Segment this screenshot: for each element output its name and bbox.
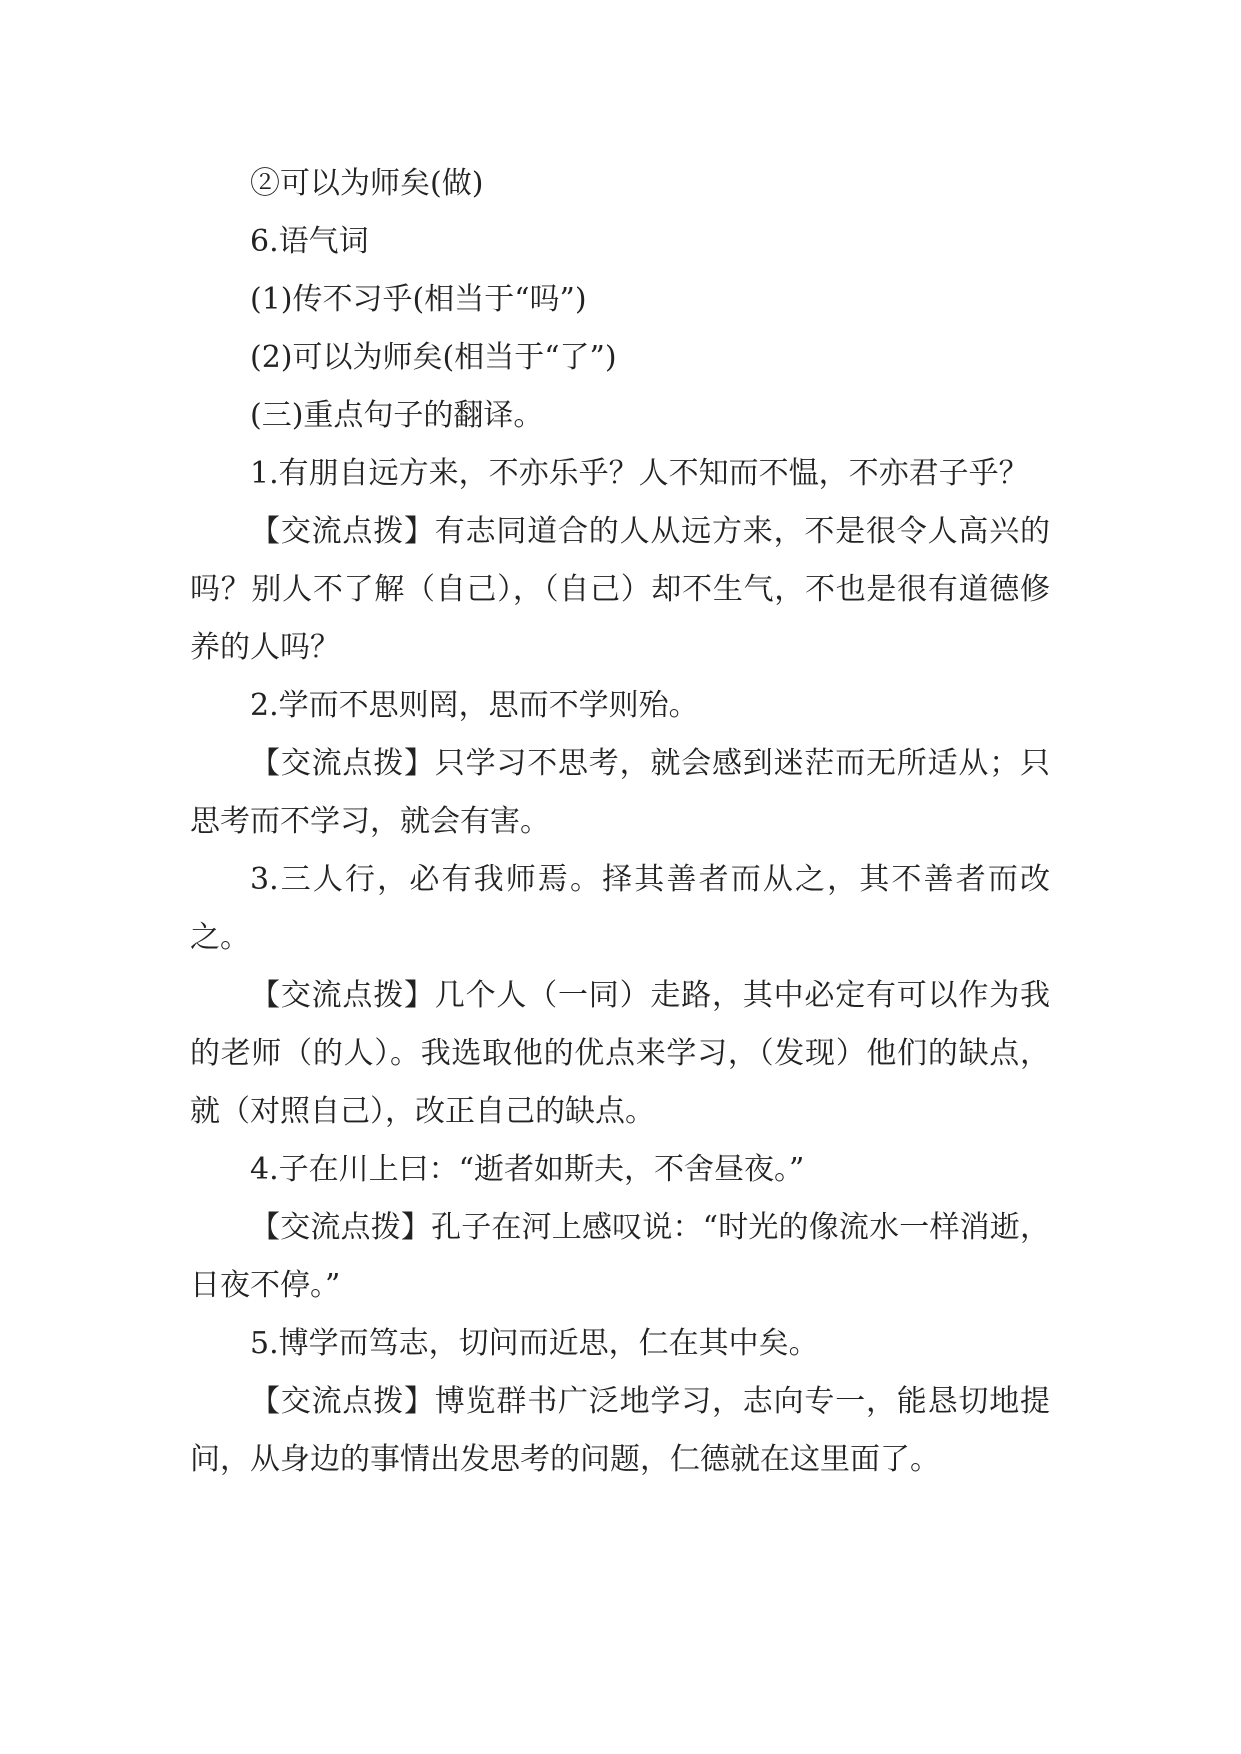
document-body <box>190 155 1050 1489</box>
paragraph-1: ②可以为师矣(做) <box>250 166 484 201</box>
paragraph-9: 【交流点拨】只学习不思考，就会感到迷茫而无所适从；只思考而不学习，就会有害。 <box>190 746 1050 839</box>
paragraph-5: (三)重点句子的翻译。 <box>250 398 544 433</box>
paragraph-7: 【交流点拨】有志同道合的人从远方来，不是很令人高兴的吗？别人不了解（自己），（自己）却不生气，不也是很有道德修养的人吗？ <box>190 514 1050 665</box>
paragraph-2: 6.语气词 <box>250 224 369 259</box>
paragraph-3: (1)传不习乎(相当于“吗”) <box>250 282 587 317</box>
paragraph-6: 1.有朋自远方来，不亦乐乎？人不知而不愠，不亦君子乎？ <box>250 456 1029 491</box>
paragraph-4: (2)可以为师矣(相当于“了”) <box>250 340 617 375</box>
paragraph-15: 【交流点拨】博览群书广泛地学习，志向专一，能恳切地提问，从身边的事情出发思考的问题，仁德就在这里面了。 <box>190 1384 1050 1477</box>
paragraph-8: 2.学而不思则罔，思而不学则殆。 <box>250 688 699 723</box>
paragraph-10: 3.三人行，必有我师焉。择其善者而从之，其不善者而改之。 <box>190 862 1050 955</box>
paragraph-11: 【交流点拨】几个人（一同）走路，其中必定有可以作为我的老师（的人）。我选取他的优点来学习，（发现）他们的缺点，就（对照自己），改正自己的缺点。 <box>190 978 1050 1129</box>
paragraph-14: 5.博学而笃志，切问而近思，仁在其中矣。 <box>250 1326 819 1361</box>
paragraph-13: 【交流点拨】孔子在河上感叹说：“时光的像流水一样消逝，日夜不停。” <box>190 1210 1050 1303</box>
paragraph-12: 4.子在川上曰：“逝者如斯夫，不舍昼夜。” <box>250 1152 805 1187</box>
